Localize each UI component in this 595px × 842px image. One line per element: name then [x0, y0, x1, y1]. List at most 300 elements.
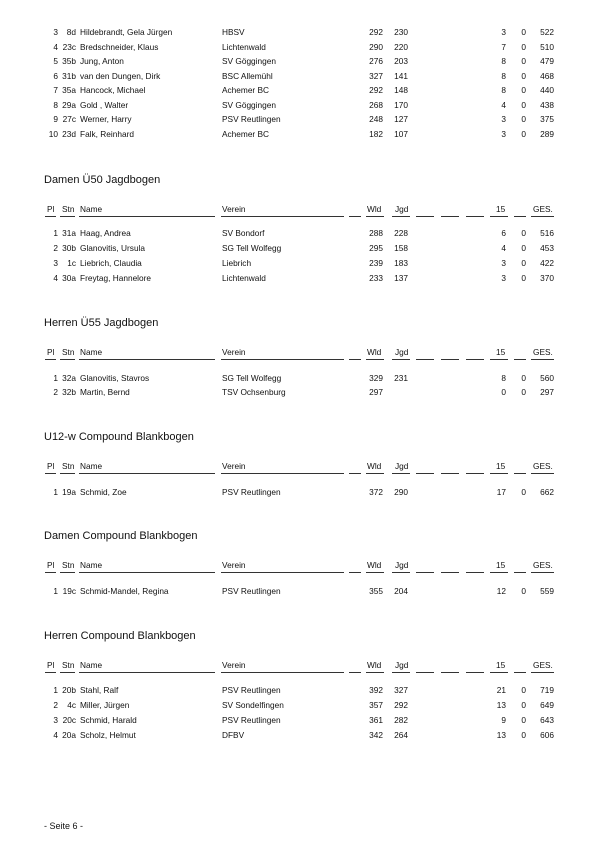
- table-row: [0, 729, 595, 741]
- header-rule: [366, 473, 384, 474]
- table-header: [0, 559, 595, 577]
- header-jgd: Jgd: [395, 560, 409, 570]
- header-rule: [441, 572, 459, 573]
- cell-jgd: 107: [394, 129, 408, 139]
- header-rule: [392, 572, 410, 573]
- cell-jgd: 127: [394, 114, 408, 124]
- header-rule: [79, 216, 215, 217]
- cell-stn: 19c: [62, 586, 76, 596]
- cell-jgd: 230: [394, 27, 408, 37]
- header-rule: [79, 359, 215, 360]
- header-rule: [392, 359, 410, 360]
- header-rule: [514, 473, 526, 474]
- cell-0: 0: [521, 700, 526, 710]
- table-row: [0, 26, 595, 38]
- cell-verein: Lichtenwald: [222, 273, 266, 283]
- cell-15: 12: [496, 586, 506, 596]
- header-verein: Verein: [222, 560, 246, 570]
- header-15: 15: [496, 660, 506, 670]
- cell-stn: 35a: [62, 85, 76, 95]
- cell-name: Gold , Walter: [80, 100, 129, 110]
- cell-pl: 3: [53, 715, 58, 725]
- cell-verein: PSV Reutlingen: [222, 586, 281, 596]
- cell-jgd: 204: [394, 586, 408, 596]
- header-name: Name: [80, 660, 103, 670]
- header-wld: Wld: [367, 347, 382, 357]
- cell-wld: 297: [369, 387, 383, 397]
- cell-jgd: 183: [394, 258, 408, 268]
- header-name: Name: [80, 204, 103, 214]
- header-ges: GES.: [533, 204, 553, 214]
- cell-ges: 516: [540, 228, 554, 238]
- cell-15: 8: [501, 85, 506, 95]
- header-pl: Pl: [47, 560, 55, 570]
- table-row: [0, 714, 595, 726]
- cell-stn: 1c: [67, 258, 76, 268]
- cell-stn: 20a: [62, 730, 76, 740]
- cell-stn: 31a: [62, 228, 76, 238]
- cell-jgd: 170: [394, 100, 408, 110]
- cell-name: Freytag, Hannelore: [80, 273, 152, 283]
- cell-0: 0: [521, 85, 526, 95]
- header-rule: [416, 572, 434, 573]
- header-ges: GES.: [533, 660, 553, 670]
- header-rule: [514, 672, 526, 673]
- cell-wld: 182: [369, 129, 383, 139]
- cell-name: van den Dungen, Dirk: [80, 71, 161, 81]
- header-stn: Stn: [62, 204, 75, 214]
- header-pl: Pl: [47, 204, 55, 214]
- header-rule: [349, 672, 361, 673]
- cell-wld: 292: [369, 27, 383, 37]
- table-row: [0, 113, 595, 125]
- cell-pl: 3: [53, 258, 58, 268]
- table-row: [0, 70, 595, 82]
- cell-ges: 375: [540, 114, 554, 124]
- cell-name: Falk, Reinhard: [80, 129, 134, 139]
- cell-name: Bredschneider, Klaus: [80, 42, 159, 52]
- header-rule: [60, 473, 75, 474]
- cell-stn: 30b: [62, 243, 76, 253]
- table-row: [0, 242, 595, 254]
- section-title: U12-w Compound Blankbogen: [44, 431, 194, 443]
- header-wld: Wld: [367, 560, 382, 570]
- header-rule: [466, 359, 484, 360]
- cell-wld: 292: [369, 85, 383, 95]
- cell-verein: BSC Allemühl: [222, 71, 273, 81]
- table-row: [0, 55, 595, 67]
- cell-0: 0: [521, 487, 526, 497]
- header-rule: [441, 473, 459, 474]
- cell-pl: 10: [48, 129, 58, 139]
- header-stn: Stn: [62, 347, 75, 357]
- cell-0: 0: [521, 258, 526, 268]
- cell-name: Glanovitis, Ursula: [80, 243, 146, 253]
- header-rule: [60, 572, 75, 573]
- header-verein: Verein: [222, 660, 246, 670]
- header-rule: [514, 216, 526, 217]
- header-rule: [60, 359, 75, 360]
- cell-name: Jung, Anton: [80, 56, 124, 66]
- cell-jgd: 148: [394, 85, 408, 95]
- table-row: [0, 684, 595, 696]
- cell-pl: 2: [53, 700, 58, 710]
- cell-ges: 649: [540, 700, 554, 710]
- cell-name: Werner, Harry: [80, 114, 132, 124]
- header-rule: [490, 216, 508, 217]
- cell-jgd: 327: [394, 685, 408, 695]
- cell-0: 0: [521, 730, 526, 740]
- section-title: Herren Compound Blankbogen: [44, 630, 196, 642]
- cell-verein: SV Göggingen: [222, 56, 276, 66]
- cell-jgd: 290: [394, 487, 408, 497]
- header-jgd: Jgd: [395, 660, 409, 670]
- header-rule: [221, 216, 344, 217]
- cell-pl: 6: [53, 71, 58, 81]
- cell-verein: PSV Reutlingen: [222, 487, 281, 497]
- cell-pl: 8: [53, 100, 58, 110]
- cell-ges: 468: [540, 71, 554, 81]
- cell-wld: 361: [369, 715, 383, 725]
- header-rule: [466, 473, 484, 474]
- cell-name: Schmid, Zoe: [80, 487, 127, 497]
- cell-name: Hildebrandt, Gela Jürgen: [80, 27, 173, 37]
- cell-15: 3: [501, 273, 506, 283]
- header-rule: [531, 672, 554, 673]
- header-rule: [416, 672, 434, 673]
- cell-ges: 438: [540, 100, 554, 110]
- cell-0: 0: [521, 373, 526, 383]
- section-title: Herren Ü55 Jagdbogen: [44, 317, 159, 329]
- header-name: Name: [80, 347, 103, 357]
- table-row: [0, 128, 595, 140]
- cell-0: 0: [521, 586, 526, 596]
- header-rule: [45, 216, 56, 217]
- table-row: [0, 486, 595, 498]
- cell-wld: 355: [369, 586, 383, 596]
- cell-pl: 1: [53, 228, 58, 238]
- table-row: [0, 257, 595, 269]
- cell-0: 0: [521, 387, 526, 397]
- header-rule: [466, 572, 484, 573]
- page-number: - Seite 6 -: [44, 821, 84, 831]
- header-rule: [441, 359, 459, 360]
- header-rule: [45, 359, 56, 360]
- cell-ges: 440: [540, 85, 554, 95]
- cell-ges: 422: [540, 258, 554, 268]
- cell-jgd: 137: [394, 273, 408, 283]
- header-rule: [441, 216, 459, 217]
- cell-verein: HBSV: [222, 27, 245, 37]
- cell-stn: 29a: [62, 100, 76, 110]
- cell-name: Scholz, Helmut: [80, 730, 136, 740]
- cell-name: Schmid-Mandel, Regina: [80, 586, 169, 596]
- cell-stn: 27c: [62, 114, 76, 124]
- header-rule: [221, 572, 344, 573]
- header-rule: [416, 359, 434, 360]
- cell-name: Miller, Jürgen: [80, 700, 130, 710]
- header-rule: [221, 473, 344, 474]
- cell-ges: 510: [540, 42, 554, 52]
- cell-wld: 392: [369, 685, 383, 695]
- cell-verein: PSV Reutlingen: [222, 685, 281, 695]
- cell-name: Stahl, Ralf: [80, 685, 119, 695]
- section-title: Damen Ü50 Jagdbogen: [44, 174, 161, 186]
- cell-wld: 327: [369, 71, 383, 81]
- cell-15: 7: [501, 42, 506, 52]
- cell-verein: PSV Reutlingen: [222, 114, 281, 124]
- cell-verein: SV Bondorf: [222, 228, 265, 238]
- cell-stn: 20c: [62, 715, 76, 725]
- cell-15: 8: [501, 56, 506, 66]
- table-header: [0, 460, 595, 478]
- header-rule: [221, 359, 344, 360]
- cell-jgd: 203: [394, 56, 408, 66]
- cell-15: 4: [501, 100, 506, 110]
- header-rule: [466, 672, 484, 673]
- cell-0: 0: [521, 27, 526, 37]
- cell-stn: 8d: [66, 27, 76, 37]
- cell-verein: Lichtenwald: [222, 42, 266, 52]
- cell-wld: 357: [369, 700, 383, 710]
- header-rule: [79, 473, 215, 474]
- header-name: Name: [80, 461, 103, 471]
- cell-pl: 4: [53, 42, 58, 52]
- cell-stn: 23c: [62, 42, 76, 52]
- cell-stn: 35b: [62, 56, 76, 66]
- cell-pl: 1: [53, 373, 58, 383]
- header-stn: Stn: [62, 660, 75, 670]
- cell-jgd: 228: [394, 228, 408, 238]
- header-rule: [514, 572, 526, 573]
- table-header: [0, 346, 595, 364]
- cell-pl: 1: [53, 685, 58, 695]
- cell-ges: 560: [540, 373, 554, 383]
- table-row: [0, 372, 595, 384]
- cell-ges: 370: [540, 273, 554, 283]
- header-pl: Pl: [47, 347, 55, 357]
- cell-15: 13: [496, 730, 506, 740]
- cell-15: 6: [501, 228, 506, 238]
- cell-name: Schmid, Harald: [80, 715, 137, 725]
- header-rule: [490, 572, 508, 573]
- header-rule: [392, 672, 410, 673]
- table-row: [0, 585, 595, 597]
- header-rule: [531, 572, 554, 573]
- header-rule: [45, 473, 56, 474]
- cell-wld: 239: [369, 258, 383, 268]
- cell-ges: 719: [540, 685, 554, 695]
- cell-verein: PSV Reutlingen: [222, 715, 281, 725]
- cell-0: 0: [521, 685, 526, 695]
- cell-stn: 4c: [67, 700, 76, 710]
- cell-ges: 522: [540, 27, 554, 37]
- header-rule: [441, 672, 459, 673]
- header-wld: Wld: [367, 660, 382, 670]
- header-ges: GES.: [533, 347, 553, 357]
- header-ges: GES.: [533, 461, 553, 471]
- cell-verein: SV Göggingen: [222, 100, 276, 110]
- cell-name: Glanovitis, Stavros: [80, 373, 150, 383]
- table-row: [0, 84, 595, 96]
- header-rule: [392, 216, 410, 217]
- cell-15: 8: [501, 71, 506, 81]
- header-rule: [531, 473, 554, 474]
- header-rule: [531, 216, 554, 217]
- cell-verein: Liebrich: [222, 258, 252, 268]
- cell-0: 0: [521, 129, 526, 139]
- header-pl: Pl: [47, 461, 55, 471]
- table-row: [0, 99, 595, 111]
- cell-pl: 3: [53, 27, 58, 37]
- cell-wld: 268: [369, 100, 383, 110]
- header-rule: [79, 672, 215, 673]
- header-rule: [466, 216, 484, 217]
- cell-0: 0: [521, 71, 526, 81]
- cell-jgd: 141: [394, 71, 408, 81]
- header-rule: [79, 572, 215, 573]
- cell-0: 0: [521, 100, 526, 110]
- cell-0: 0: [521, 114, 526, 124]
- cell-stn: 30a: [62, 273, 76, 283]
- header-jgd: Jgd: [395, 347, 409, 357]
- cell-ges: 606: [540, 730, 554, 740]
- cell-verein: SV Sondelfingen: [222, 700, 284, 710]
- cell-verein: TSV Ochsenburg: [222, 387, 286, 397]
- header-15: 15: [496, 347, 506, 357]
- cell-name: Hancock, Michael: [80, 85, 146, 95]
- cell-jgd: 264: [394, 730, 408, 740]
- cell-jgd: 231: [394, 373, 408, 383]
- cell-verein: Achemer BC: [222, 129, 270, 139]
- cell-0: 0: [521, 42, 526, 52]
- cell-15: 4: [501, 243, 506, 253]
- header-rule: [531, 359, 554, 360]
- header-jgd: Jgd: [395, 204, 409, 214]
- cell-pl: 2: [53, 243, 58, 253]
- header-wld: Wld: [367, 204, 382, 214]
- header-verein: Verein: [222, 347, 246, 357]
- cell-15: 3: [501, 258, 506, 268]
- cell-stn: 20b: [62, 685, 76, 695]
- cell-jgd: 282: [394, 715, 408, 725]
- header-name: Name: [80, 560, 103, 570]
- table-row: [0, 699, 595, 711]
- cell-pl: 7: [53, 85, 58, 95]
- cell-ges: 662: [540, 487, 554, 497]
- table-header: [0, 659, 595, 677]
- cell-15: 8: [501, 373, 506, 383]
- header-rule: [45, 672, 56, 673]
- header-rule: [366, 572, 384, 573]
- header-wld: Wld: [367, 461, 382, 471]
- cell-stn: 32a: [62, 373, 76, 383]
- cell-15: 0: [501, 387, 506, 397]
- cell-wld: 233: [369, 273, 383, 283]
- cell-0: 0: [521, 715, 526, 725]
- table-row: [0, 386, 595, 398]
- cell-wld: 372: [369, 487, 383, 497]
- cell-verein: Achemer BC: [222, 85, 270, 95]
- header-rule: [60, 672, 75, 673]
- header-rule: [490, 473, 508, 474]
- header-rule: [349, 359, 361, 360]
- cell-ges: 643: [540, 715, 554, 725]
- cell-jgd: 292: [394, 700, 408, 710]
- header-rule: [366, 672, 384, 673]
- cell-ges: 297: [540, 387, 554, 397]
- cell-ges: 289: [540, 129, 554, 139]
- header-stn: Stn: [62, 560, 75, 570]
- header-ges: GES.: [533, 560, 553, 570]
- cell-pl: 9: [53, 114, 58, 124]
- header-verein: Verein: [222, 461, 246, 471]
- cell-verein: SG Tell Wolfegg: [222, 243, 282, 253]
- cell-ges: 479: [540, 56, 554, 66]
- cell-0: 0: [521, 243, 526, 253]
- cell-stn: 31b: [62, 71, 76, 81]
- cell-ges: 559: [540, 586, 554, 596]
- cell-pl: 4: [53, 730, 58, 740]
- header-rule: [221, 672, 344, 673]
- header-rule: [490, 359, 508, 360]
- cell-jgd: 220: [394, 42, 408, 52]
- cell-name: Haag, Andrea: [80, 228, 131, 238]
- cell-wld: 295: [369, 243, 383, 253]
- table-row: [0, 272, 595, 284]
- header-rule: [514, 359, 526, 360]
- table-header: [0, 203, 595, 221]
- cell-name: Liebrich, Claudia: [80, 258, 142, 268]
- table-row: [0, 41, 595, 53]
- cell-wld: 329: [369, 373, 383, 383]
- header-rule: [349, 473, 361, 474]
- cell-15: 3: [501, 114, 506, 124]
- header-15: 15: [496, 204, 506, 214]
- header-rule: [490, 672, 508, 673]
- cell-stn: 19a: [62, 487, 76, 497]
- header-jgd: Jgd: [395, 461, 409, 471]
- section-title: Damen Compound Blankbogen: [44, 530, 198, 542]
- header-rule: [349, 572, 361, 573]
- cell-0: 0: [521, 228, 526, 238]
- cell-stn: 23d: [62, 129, 76, 139]
- cell-wld: 276: [369, 56, 383, 66]
- table-row: [0, 227, 595, 239]
- header-rule: [45, 572, 56, 573]
- cell-ges: 453: [540, 243, 554, 253]
- cell-15: 13: [496, 700, 506, 710]
- cell-pl: 1: [53, 487, 58, 497]
- header-verein: Verein: [222, 204, 246, 214]
- cell-jgd: 158: [394, 243, 408, 253]
- cell-15: 3: [501, 129, 506, 139]
- cell-stn: 32b: [62, 387, 76, 397]
- cell-verein: DFBV: [222, 730, 245, 740]
- cell-15: 17: [496, 487, 506, 497]
- header-15: 15: [496, 560, 506, 570]
- cell-15: 21: [496, 685, 506, 695]
- cell-wld: 342: [369, 730, 383, 740]
- cell-verein: SG Tell Wolfegg: [222, 373, 282, 383]
- header-rule: [416, 473, 434, 474]
- cell-pl: 4: [53, 273, 58, 283]
- header-stn: Stn: [62, 461, 75, 471]
- header-15: 15: [496, 461, 506, 471]
- cell-pl: 5: [53, 56, 58, 66]
- cell-pl: 2: [53, 387, 58, 397]
- cell-wld: 248: [369, 114, 383, 124]
